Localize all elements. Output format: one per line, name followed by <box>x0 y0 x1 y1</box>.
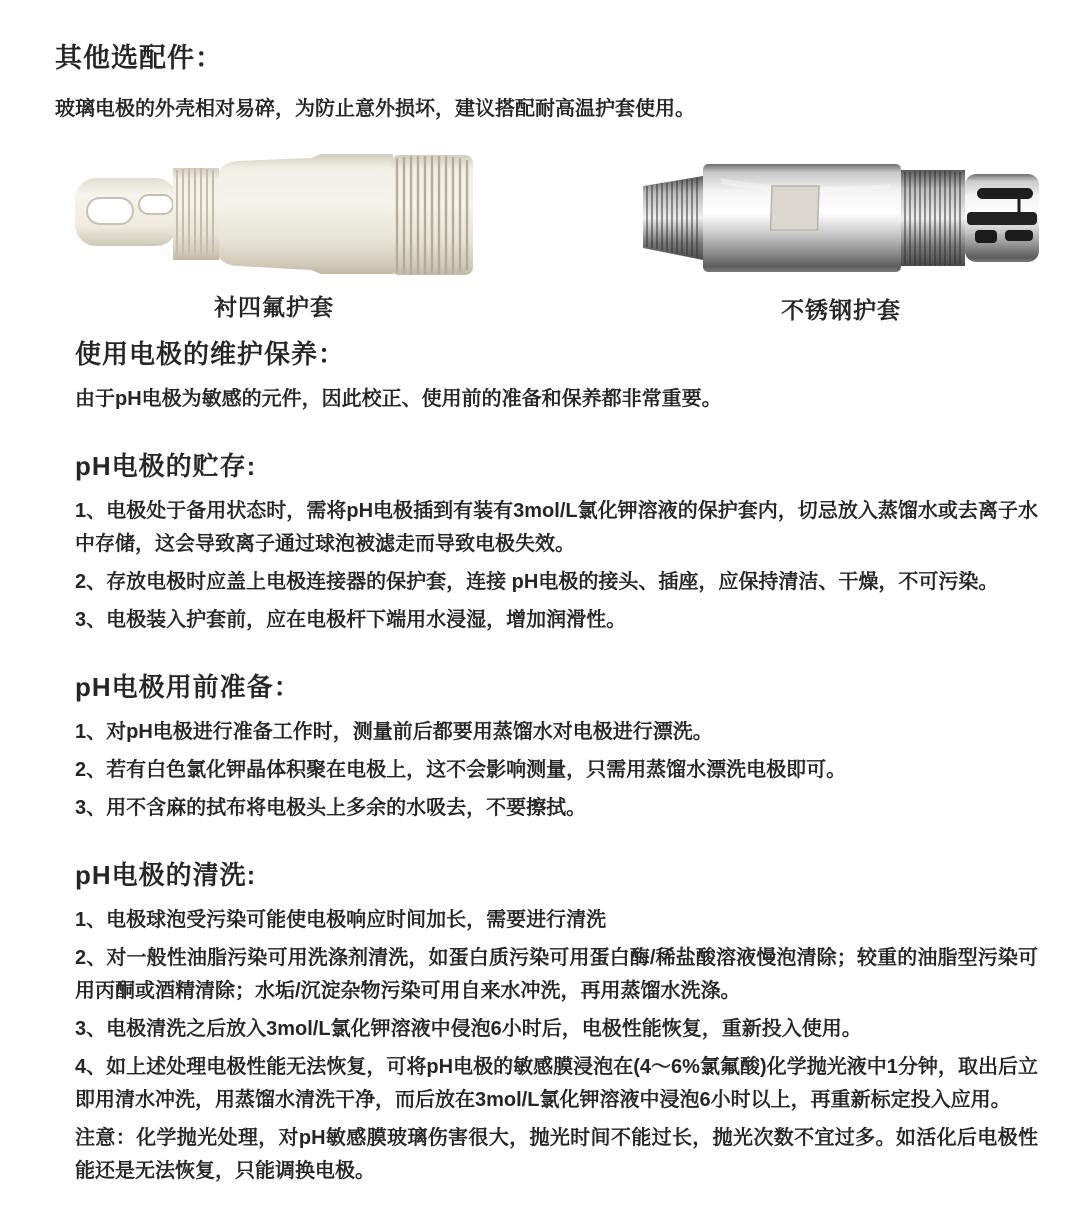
storage-item: 1、电极处于备用状态时，需将pH电极插到有装有3mol/L氯化钾溶液的保护套内，切忌放入蒸馏水或去离子水中存储，这会导致离子通过球泡被滤走而导致电极失效。 <box>75 500 1038 555</box>
section-maintenance <box>75 334 1038 416</box>
section-storage <box>75 446 1038 637</box>
section-preparation <box>75 667 1038 825</box>
ptfe-sleeve-image <box>73 152 475 277</box>
steel-sleeve-image <box>641 158 1041 276</box>
maintenance-heading: 使用电极的维护保养： <box>75 339 346 369</box>
product-images-row <box>55 152 1038 323</box>
storage-heading: pH电极的贮存: <box>75 451 257 481</box>
section-cleaning <box>75 855 1038 1188</box>
maintenance-intro: 由于pH电极为敏感的元件，因此校正、使用前的准备和保养都非常重要。 <box>75 388 722 410</box>
cleaning-item: 1、电极球泡受污染可能使电极响应时间加长，需要进行清洗 <box>75 909 607 931</box>
ptfe-sleeve-caption: 衬四氟护套 <box>214 294 334 320</box>
cleaning-item: 3、电极清洗之后放入3mol/L氯化钾溶液中侵泡6小时后，电极性能恢复，重新投入使用。 <box>75 1018 862 1040</box>
cleaning-note: 注意：化学抛光处理，对pH敏感膜玻璃伤害很大，抛光时间不能过长，抛光次数不宜过多。如活化后电极性能还是无法恢复，只能调换电极。 <box>75 1127 1038 1182</box>
storage-item: 2、存放电极时应盖上电极连接器的保护套，连接 pH电极的接头、插座，应保持清洁、干燥，不可污染。 <box>75 571 999 593</box>
storage-item: 3、电极装入护套前，应在电极杆下端用水浸湿，增加润滑性。 <box>75 609 627 631</box>
preparation-item: 3、用不含麻的拭布将电极头上多余的水吸去，不要擦拭。 <box>75 797 587 819</box>
text-sections <box>75 334 1038 1188</box>
cleaning-heading: pH电极的清洗: <box>75 860 257 890</box>
preparation-heading: pH电极用前准备： <box>75 672 301 702</box>
cleaning-item: 4、如上述处理电极性能无法恢复，可将pH电极的敏感膜浸泡在(4～6%氯氟酸)化学抛光液中1分钟，取出后立即用清水冲洗，用蒸馏水清洗干净，而后放在3mol/L氯化钾溶液中浸泡6小时以上，再重新标定投入应用。 <box>75 1056 1038 1111</box>
page-title: 其他选配件： <box>55 43 223 73</box>
steel-sleeve-caption: 不锈钢护套 <box>781 297 901 323</box>
preparation-item: 1、对pH电极进行准备工作时，测量前后都要用蒸馏水对电极进行漂洗。 <box>75 721 713 743</box>
ptfe-sleeve-figure <box>73 152 475 322</box>
cleaning-item: 2、对一般性油脂污染可用洗涤剂清洗，如蛋白质污染可用蛋白酶/稀盐酸溶液慢泡清除；较重的油脂型污染可用丙酮或酒精清除；水垢/沉淀杂物污染可用自来水冲洗，再用蒸馏水洗涤。 <box>75 947 1038 1002</box>
intro-text: 玻璃电极的外壳相对易碎，为防止意外损坏，建议搭配耐高温护套使用。 <box>55 98 695 120</box>
preparation-item: 2、若有白色氯化钾晶体积聚在电极上，这不会影响测量，只需用蒸馏水漂洗电极即可。 <box>75 759 847 781</box>
steel-sleeve-figure <box>641 158 1041 325</box>
